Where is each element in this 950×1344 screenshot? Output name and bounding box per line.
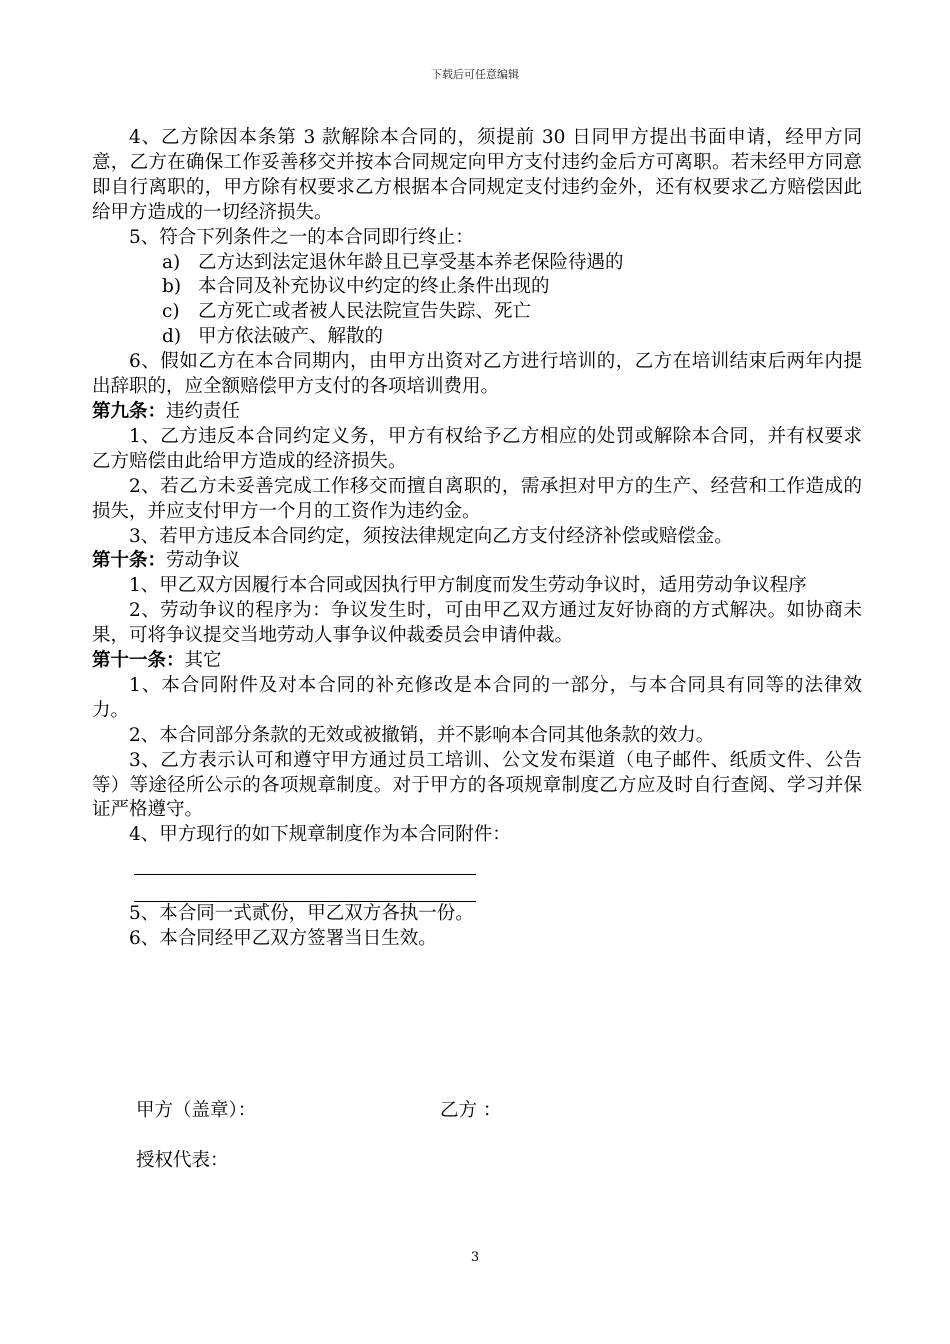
clause-10-1: 1、甲乙双方因履行本合同或因执行甲方制度而发生劳动争议时，适用劳动争议程序 <box>129 575 807 597</box>
item-text: 甲方依法破产、解散的 <box>198 326 384 348</box>
clause-11-3: 3、乙方表示认可和遵守甲方通过员工培训、公文发布渠道（电子邮件、纸质文件、公告等）等途径所公示的各项规章制度。对于甲方的各项规章制度乙方应及时自行查阅、学习并保证严格遵守。 <box>92 749 862 821</box>
clause-9-3: 3、若甲方违反本合同约定，须按法律规定向乙方支付经济补偿或赔偿金。 <box>129 525 733 547</box>
section-9-heading <box>92 400 862 425</box>
item-marker: a) <box>162 251 181 273</box>
clause-8-4: 4、乙方除因本条第 3 款解除本合同的，须提前 30 日同甲方提出书面申请，经甲方同意，乙方在确保工作妥善移交并按本合同规定向甲方支付违约金后方可离职。若未经甲方同意即自行离职的，甲方除有权要求乙方根据本合同规定支付违约金外，还有权要求乙方赔偿因此给甲方造成的一切经济损失。 <box>92 127 862 223</box>
page-header: 下载后可任意编辑 <box>431 68 519 81</box>
section-title: 劳动争议 <box>166 550 241 572</box>
clause-11-5: 5、本合同一式贰份，甲乙双方各执一份。 <box>129 903 474 925</box>
termination-item <box>92 251 862 276</box>
authorized-rep-label: 授权代表： <box>136 1150 229 1171</box>
clause-9-2: 2、若乙方未妥善完成工作移交而擅自离职的，需承担对甲方的生产、经营和工作造成的损失，并应支付甲方一个月的工资作为违约金。 <box>92 475 862 522</box>
termination-item <box>92 275 862 300</box>
clause-11-4: 4、甲方现行的如下规章制度作为本合同附件： <box>129 824 511 846</box>
section-11-heading <box>92 649 862 674</box>
item-text: 本合同及补充协议中约定的终止条件出现的 <box>198 276 550 298</box>
section-number: 第十一条： <box>92 650 185 672</box>
section-number: 第九条： <box>92 400 167 422</box>
item-marker: d) <box>162 326 182 348</box>
item-text: 乙方达到法定退休年龄且已享受基本养老保险待遇的 <box>198 251 624 273</box>
clause-8-5: 5、符合下列条件之一的本合同即行终止： <box>129 226 474 248</box>
section-number: 第十条： <box>92 550 167 572</box>
item-marker: b) <box>162 276 182 298</box>
fill-in-blank-line <box>134 848 476 875</box>
party-a-signature-label: 甲方（盖章）： <box>136 1100 257 1121</box>
party-b-signature-label: 乙方 ： <box>440 1100 502 1121</box>
termination-item <box>92 300 862 325</box>
item-marker: c) <box>162 301 180 323</box>
section-10-heading <box>92 549 862 574</box>
page-number: 3 <box>470 1250 480 1265</box>
section-title: 违约责任 <box>166 400 241 422</box>
document-body <box>92 126 862 952</box>
clause-11-6: 6、本合同经甲乙双方签署当日生效。 <box>129 928 437 950</box>
clause-11-2: 2、本合同部分条款的无效或被撤销，并不影响本合同其他条款的效力。 <box>129 724 715 746</box>
clause-10-2: 2、劳动争议的程序为：争议发生时，可由甲乙双方通过友好协商的方式解决。如协商未果，可将争议提交当地劳动人事争议仲裁委员会申请仲裁。 <box>92 600 862 647</box>
clause-11-1: 1、本合同附件及对本合同的补充修改是本合同的一部分，与本合同具有同等的法律效力。 <box>92 674 862 721</box>
clause-9-1: 1、乙方违反本合同约定义务，甲方有权给予乙方相应的处罚或解除本合同，并有权要求乙方赔偿由此给甲方造成的经济损失。 <box>92 425 862 472</box>
fill-in-blank-line <box>134 875 476 902</box>
termination-item <box>92 325 862 350</box>
section-title: 其它 <box>184 650 222 672</box>
clause-8-6: 6、假如乙方在本合同期内，由甲方出资对乙方进行培训的，乙方在培训结束后两年内提出辞职的，应全额赔偿甲方支付的各项培训费用。 <box>92 351 862 398</box>
item-text: 乙方死亡或者被人民法院宣告失踪、死亡 <box>198 301 532 323</box>
